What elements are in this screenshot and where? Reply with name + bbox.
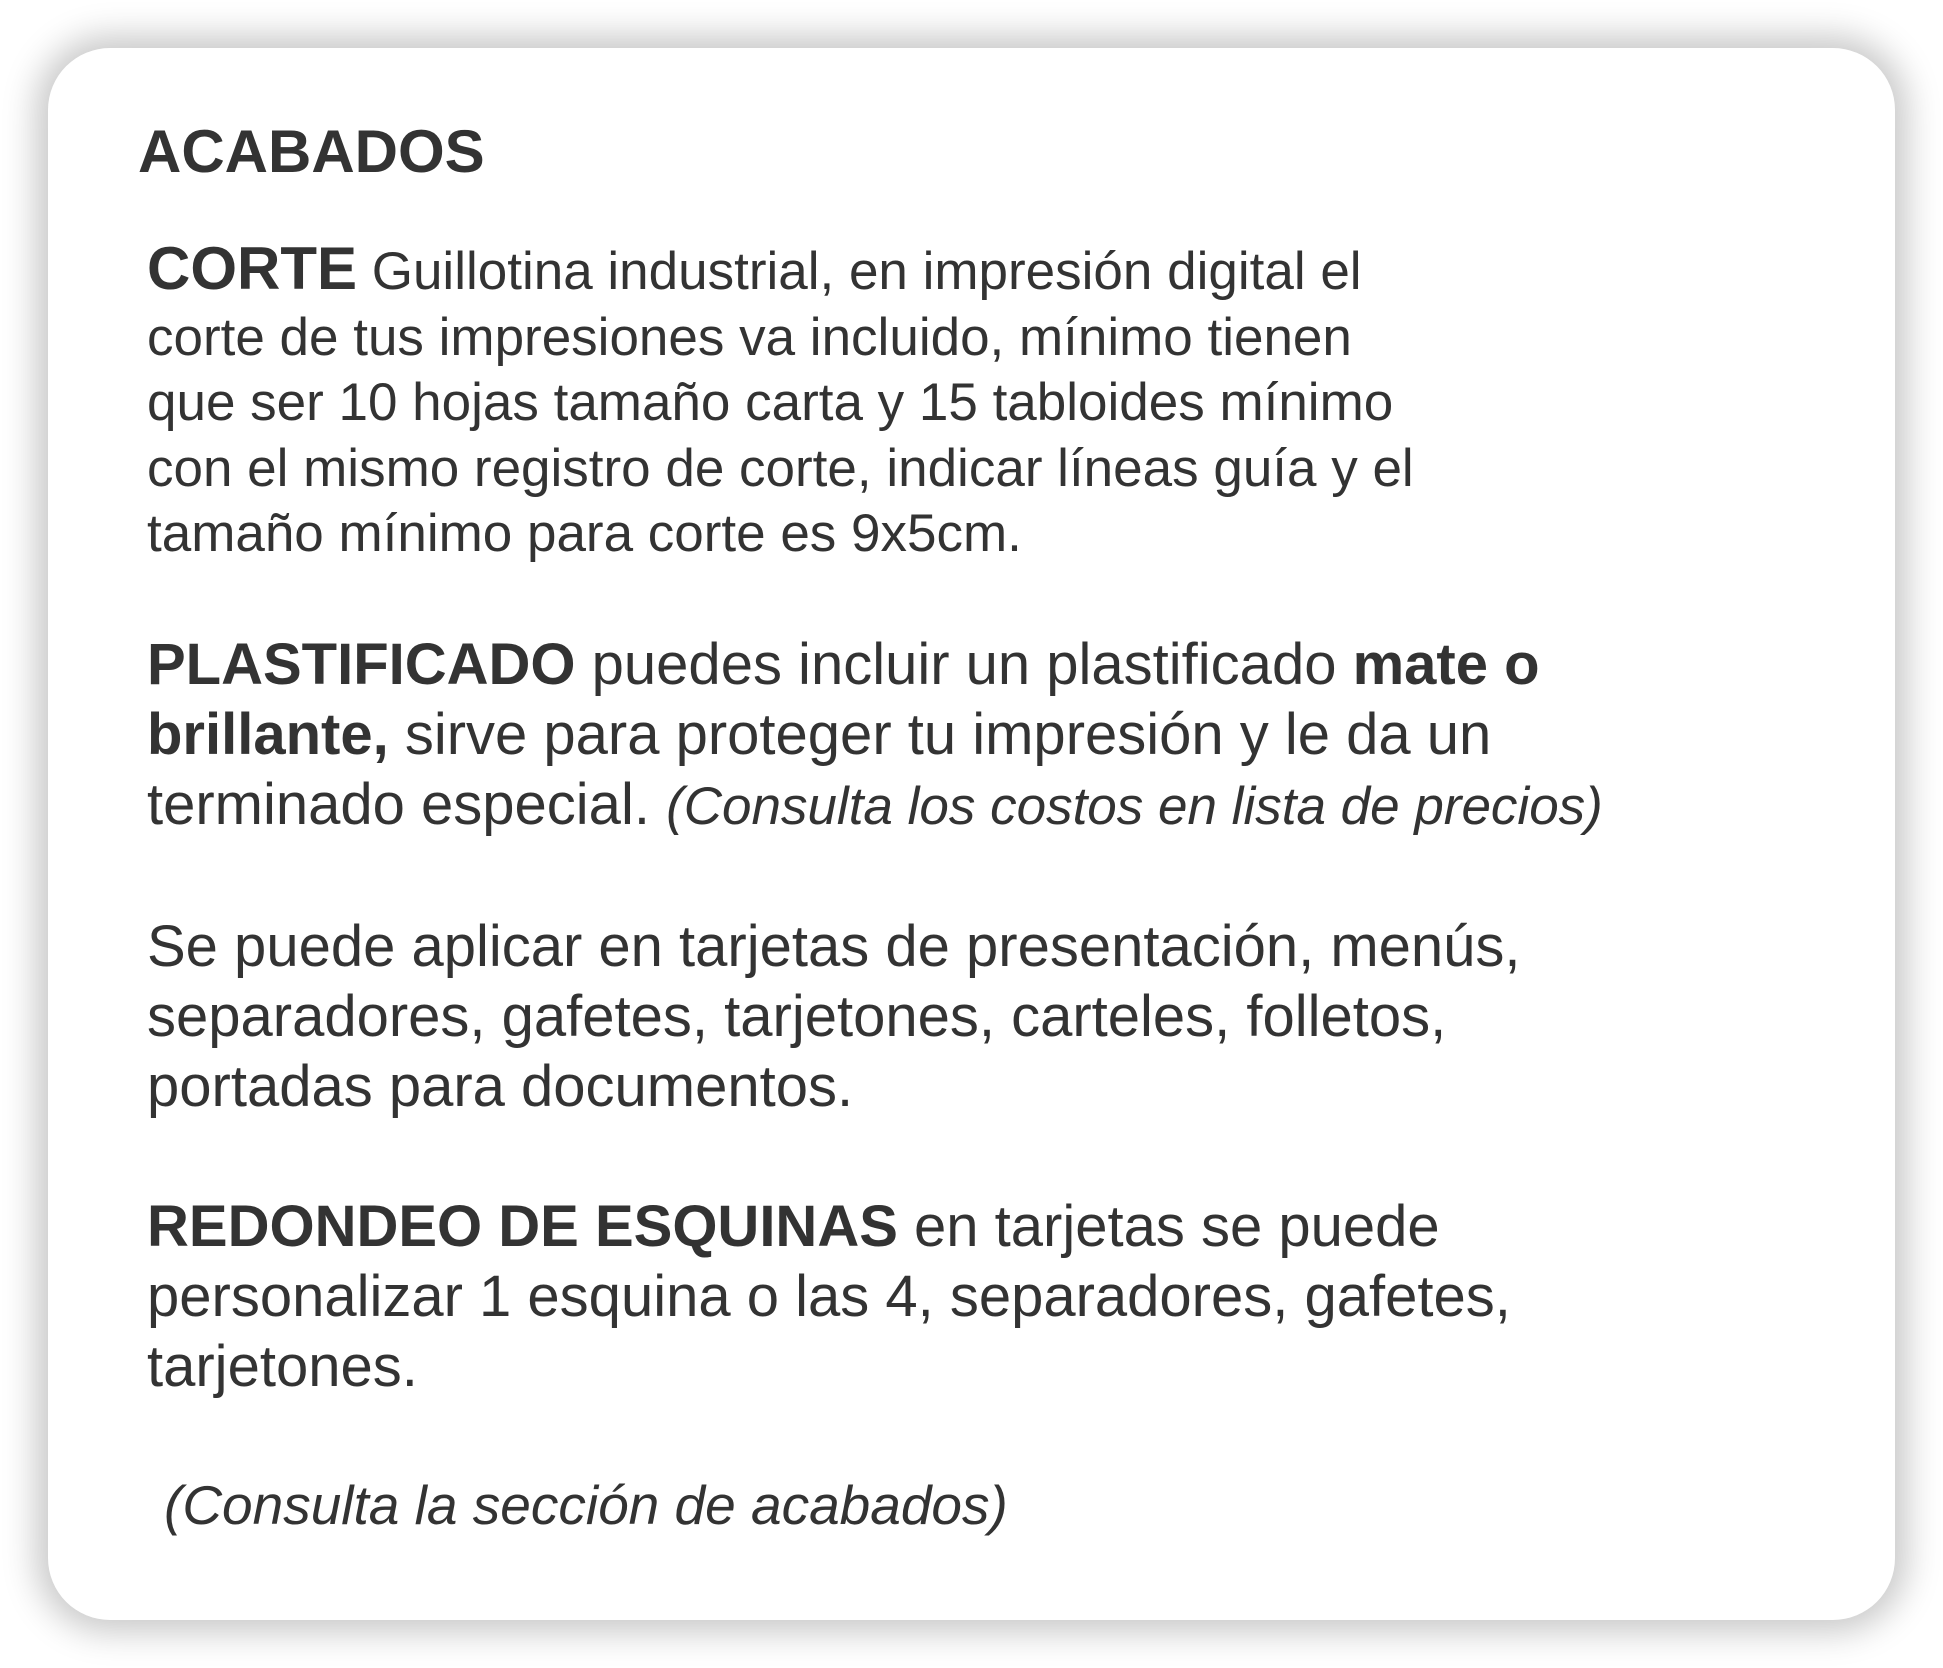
corte-line-2: corte de tus impresiones va incluido, mínimo tienen: [147, 307, 1352, 367]
aplicar-line-2: separadores, gafetes, tarjetones, carteles, folletos,: [147, 984, 1447, 1049]
plastificado-emphasis-2: brillante,: [147, 702, 389, 767]
redondeo-line-3: tarjetones.: [147, 1334, 418, 1399]
redondeo-line-2: personalizar 1 esquina o las 4, separadores, gafetes,: [147, 1264, 1511, 1329]
plastificado-line-2-text: sirve para proteger tu impresión y le da un: [388, 702, 1492, 767]
plastificado-line-2: [147, 700, 1603, 770]
corte-line-5: tamaño mínimo para corte es 9x5cm.: [147, 504, 1022, 563]
redondeo-line-1-text: en tarjetas se puede: [897, 1194, 1440, 1259]
corte-line-4: con el mismo registro de corte, indicar líneas guía y el: [147, 438, 1414, 498]
corte-section: [147, 236, 1414, 567]
corte-line-1: [147, 236, 1414, 305]
plastificado-section: [147, 630, 1603, 842]
corte-heading: CORTE: [147, 235, 357, 302]
plastificado-line-1-text: puedes incluir un plastificado: [575, 632, 1353, 697]
corte-line-1-text: Guillotina industrial, en impresión digital el: [357, 242, 1362, 301]
plastificado-line-1: [147, 630, 1603, 700]
redondeo-heading: REDONDEO DE ESQUINAS: [147, 1194, 898, 1259]
acabados-footnote: (Consulta la sección de acabados): [164, 1474, 1008, 1536]
plastificado-line-3-text: terminado especial.: [147, 772, 667, 837]
redondeo-line-1: [147, 1192, 1511, 1262]
plastificado-price-note: (Consulta los costos en lista de precios): [666, 777, 1603, 836]
aplicar-line-1: Se puede aplicar en tarjetas de presentación, menús,: [147, 914, 1521, 979]
aplicar-section: [147, 912, 1521, 1122]
plastificado-emphasis-1: mate o: [1352, 632, 1540, 697]
plastificado-line-3: [147, 770, 1603, 842]
redondeo-section: [147, 1192, 1511, 1402]
page-title: ACABADOS: [138, 118, 485, 185]
aplicar-line-3: portadas para documentos.: [147, 1054, 854, 1119]
corte-line-3: que ser 10 hojas tamaño carta y 15 tabloides mínimo: [147, 373, 1394, 432]
plastificado-heading: PLASTIFICADO: [147, 632, 576, 697]
